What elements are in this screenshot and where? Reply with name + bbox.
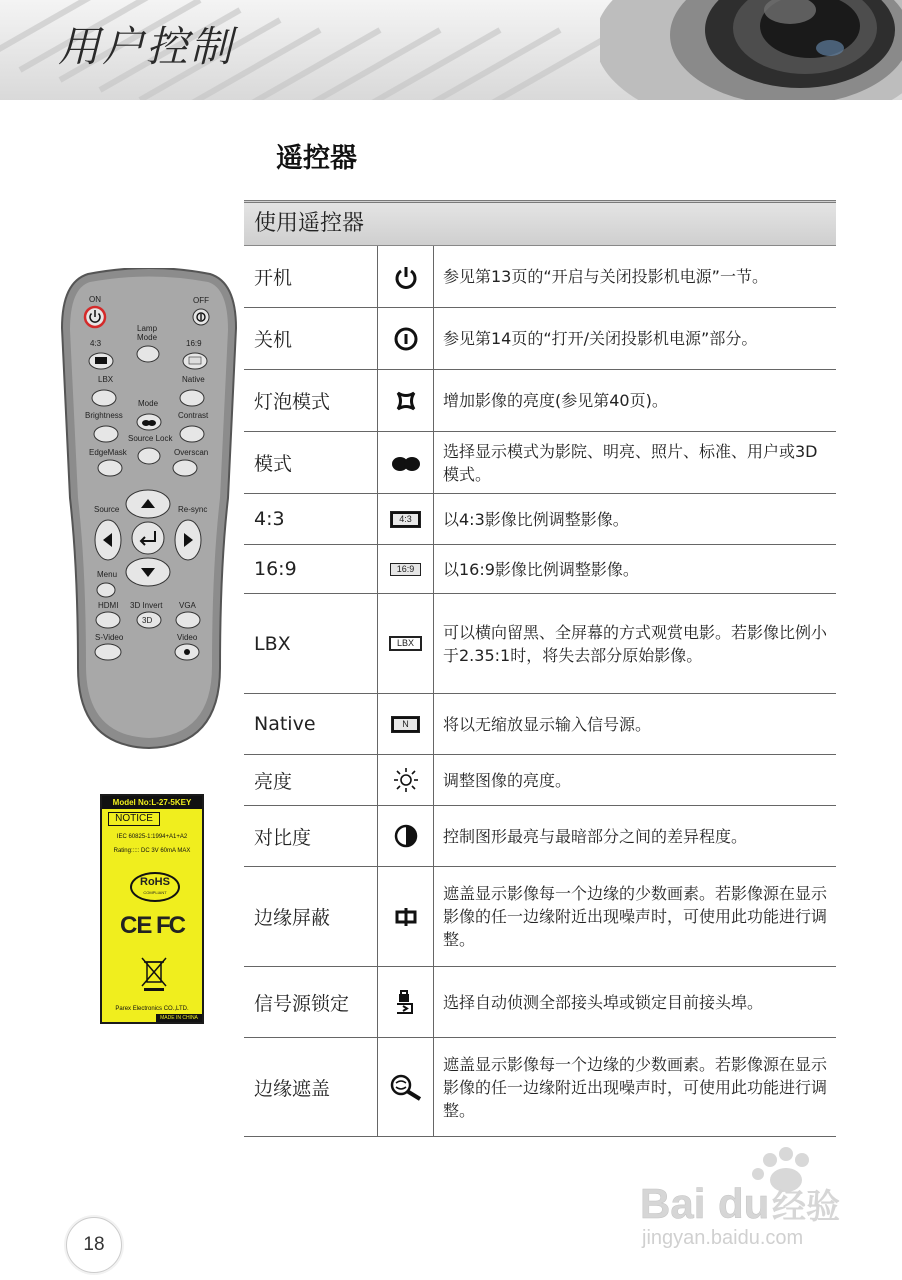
svg-text:3D Invert: 3D Invert [130, 601, 163, 610]
svg-text:EdgeMask: EdgeMask [89, 448, 127, 457]
row-name: 亮度 [244, 755, 378, 805]
table-row [244, 967, 836, 1038]
row-description: 选择显示模式为影院、明亮、照片、标准、用户或3D模式。 [443, 441, 818, 484]
row-name: 关机 [244, 308, 378, 369]
notice-heading: NOTICE [108, 812, 160, 826]
brightness-icon [378, 755, 434, 805]
power-off-icon [378, 308, 434, 369]
source-lock-icon [378, 967, 434, 1037]
svg-text:VGA: VGA [179, 601, 196, 610]
manufacturer-text: Parex Electronics CO.,LTD. [115, 1006, 189, 1012]
row-description: 增加影像的亮度(参见第40页)。 [443, 391, 668, 410]
svg-text:LBX: LBX [98, 375, 114, 384]
row-description: 将以无缩放显示输入信号源。 [443, 714, 652, 734]
remote-edgemask-button [98, 460, 122, 476]
svg-text:du: du [718, 1180, 770, 1227]
table-row [244, 494, 836, 545]
remote-overscan-button [173, 460, 197, 476]
section-title: 遥控器 [276, 143, 357, 174]
row-name: 模式 [244, 432, 378, 493]
svg-text:Source Lock: Source Lock [128, 434, 173, 443]
row-description: 遮盖显示影像每一个边缘的少数画素。若影像源在显示影像的任一边缘附近出现噪声时，可使用此功能进行调整。 [443, 884, 828, 949]
lbx-icon: LBX [378, 594, 434, 693]
remote-control-illustration [58, 268, 240, 752]
row-name: 灯泡模式 [244, 370, 378, 431]
notice-label [100, 794, 204, 1024]
svg-text:Bai: Bai [640, 1180, 706, 1227]
table-row [244, 246, 836, 308]
table-row [244, 594, 836, 694]
rating-text: Rating::::: DC 3V 60mA MAX [113, 848, 191, 854]
svg-text:4:3: 4:3 [90, 339, 102, 348]
svg-text:16:9: 16:9 [186, 339, 202, 348]
remote-enter-button [132, 522, 164, 554]
row-description: 调整图像的亮度。 [443, 770, 572, 790]
svg-text:Overscan: Overscan [174, 448, 209, 457]
edgemask-icon [378, 867, 434, 966]
svg-text:经验: 经验 [772, 1187, 840, 1227]
power-on-icon [378, 246, 434, 307]
remote-source-lock-button [138, 448, 160, 464]
remote-menu-button [97, 583, 115, 597]
remote-lamp-button [137, 346, 159, 362]
table-row [244, 694, 836, 755]
row-description: 以4:3影像比例调整影像。 [443, 509, 629, 529]
svg-text:Brightness: Brightness [85, 411, 123, 420]
row-name: 开机 [244, 246, 378, 307]
table-row [244, 755, 836, 806]
fcc-mark: FC [156, 912, 184, 939]
remote-contrast-button [180, 426, 204, 442]
contrast-icon [378, 806, 434, 866]
table-row [244, 867, 836, 967]
table-row [244, 370, 836, 432]
svg-text:OFF: OFF [193, 296, 209, 305]
svg-text:Lamp: Lamp [137, 324, 158, 333]
table-row [244, 1038, 836, 1137]
mode-icon [378, 432, 434, 493]
table-row [244, 806, 836, 867]
svg-text:Source: Source [94, 505, 120, 514]
row-name: Native [244, 694, 378, 754]
remote-brightness-button [94, 426, 118, 442]
svg-text:Contrast: Contrast [178, 411, 209, 420]
svg-text:HDMI: HDMI [98, 601, 119, 610]
baidu-jingyan-watermark [640, 1140, 870, 1250]
remote-svideo-button [95, 644, 121, 660]
remote-functions-table [244, 200, 836, 1137]
remote-native-button [180, 390, 204, 406]
row-name: 对比度 [244, 806, 378, 866]
svg-text:Mode: Mode [138, 399, 159, 408]
header-title: 用户控制 [58, 22, 235, 71]
row-description: 参见第13页的“开启与关闭投影机电源”一节。 [443, 267, 768, 286]
page-header [0, 0, 902, 100]
row-name: 边缘屏蔽 [244, 867, 378, 966]
row-description: 遮盖显示影像每一个边缘的少数画素。若影像源在显示影像的任一边缘附近出现噪声时，可使用此功能进行调整。 [443, 1054, 828, 1120]
svg-text:Re-sync: Re-sync [178, 505, 208, 514]
aspect-16-9-icon: 16:9 [378, 545, 434, 593]
svg-text:jingyan.baidu.com: jingyan.baidu.com [642, 1227, 804, 1249]
svg-text:ON: ON [89, 295, 101, 304]
native-icon: N [378, 694, 434, 754]
made-in-text: MADE IN CHINA [156, 1014, 202, 1022]
row-description: 以16:9影像比例调整影像。 [443, 559, 639, 579]
row-name: 4:3 [244, 494, 378, 544]
rohs-logo: RoHS COMPLIANT [130, 872, 180, 902]
svg-text:Menu: Menu [97, 570, 118, 579]
row-name: 信号源锁定 [244, 967, 378, 1037]
ce-mark: CE [120, 912, 152, 939]
svg-text:3D: 3D [142, 616, 153, 625]
svg-text:S-Video: S-Video [95, 633, 124, 642]
svg-text:Mode: Mode [137, 333, 158, 342]
model-number: Model No:L-27-5KEY [102, 796, 202, 809]
row-description: 可以横向留黑、全屏幕的方式观赏电影。若影像比例小于2.35:1时，将失去部分原始影像。 [443, 622, 828, 665]
iec-text: IEC 60825-1:1994+A1+A2 [116, 834, 188, 840]
weee-bin-icon [140, 956, 168, 992]
row-name: 16:9 [244, 545, 378, 593]
row-description: 控制图形最亮与最暗部分之间的差异程度。 [443, 826, 748, 846]
svg-text:Native: Native [182, 375, 205, 384]
aspect-4-3-icon: 4:3 [378, 494, 434, 544]
remote-vga-button [176, 612, 200, 628]
page-number: 18 [66, 1217, 122, 1273]
table-row [244, 545, 836, 594]
row-description: 参见第14页的“打开/关闭投影机电源”部分。 [443, 329, 758, 348]
remote-lbx-button [92, 390, 116, 406]
row-name: LBX [244, 594, 378, 693]
projector-lens-image [600, 0, 902, 100]
table-header: 使用遥控器 [244, 200, 836, 246]
overscan-icon [378, 1038, 434, 1136]
row-description: 选择自动侦测全部接头埠或锁定目前接头埠。 [443, 992, 764, 1012]
remote-hdmi-button [96, 612, 120, 628]
lamp-mode-icon [378, 370, 434, 431]
table-row [244, 432, 836, 494]
table-row [244, 308, 836, 370]
row-name: 边缘遮盖 [244, 1038, 378, 1136]
svg-text:Video: Video [177, 633, 198, 642]
